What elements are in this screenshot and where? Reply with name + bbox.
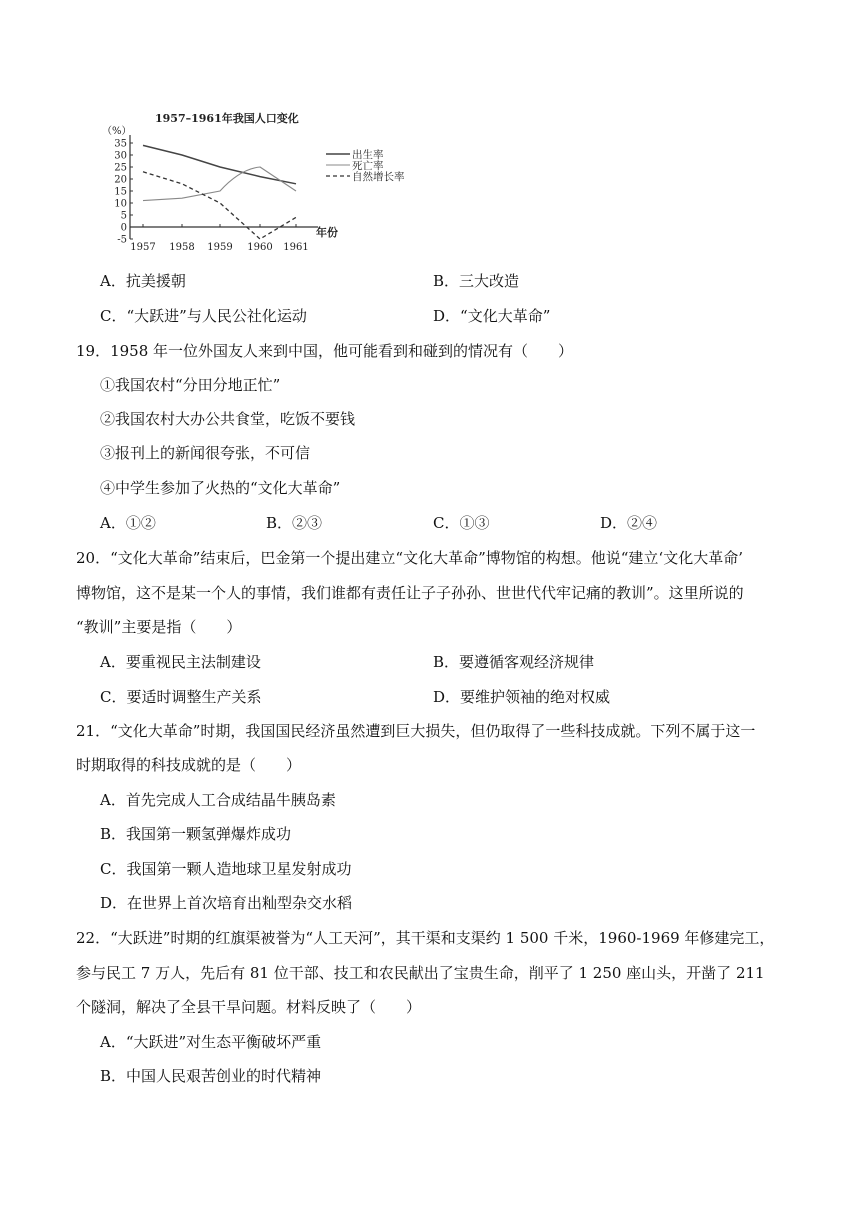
q18-option-c: C．“大跃进”与人民公社化运动 bbox=[100, 307, 307, 325]
series-line-出生率 bbox=[143, 145, 296, 183]
q21-stem-line-2: 时期取得的科技成就的是（ ） bbox=[76, 756, 302, 774]
y-tick-label: 5 bbox=[120, 210, 127, 222]
legend-label: 出生率 bbox=[352, 149, 384, 161]
q22-option-a: A．“大跃进”对生态平衡破坏严重 bbox=[100, 1033, 322, 1051]
y-tick-label: 30 bbox=[114, 150, 127, 162]
chart-ylabel: （%） bbox=[102, 126, 132, 137]
y-tick-label: 25 bbox=[114, 162, 127, 174]
q22-stem-line-3: 个隧洞，解决了全县干旱问题。材料反映了（ ） bbox=[76, 998, 422, 1016]
y-tick-label: 0 bbox=[120, 222, 127, 234]
q21-option-a: A．首先完成人工合成结晶牛胰岛素 bbox=[100, 791, 336, 809]
q18-option-b: B．三大改造 bbox=[433, 272, 520, 290]
legend-label: 自然增长率 bbox=[352, 171, 405, 183]
q22-stem-line-1: 22．“大跃进”时期的红旗渠被誉为“人工天河”，其干渠和支渠约 1 500 千米，1960-1969 年修建完工， bbox=[76, 929, 775, 947]
q19-item-2: ②我国农村大办公共食堂，吃饭不要钱 bbox=[100, 410, 356, 428]
series-line-死亡率 bbox=[143, 167, 296, 201]
q20-stem-line-1: 20．“文化大革命”结束后，巴金第一个提出建立“文化大革命”博物馆的构想。他说“建立‘文化大革命’ bbox=[76, 549, 743, 567]
q18-option-d: D．“文化大革命” bbox=[433, 307, 551, 325]
q21-stem-line-1: 21．“文化大革命”时期，我国国民经济虽然遭到巨大损失，但仍取得了一些科技成就。下列不属于这一 bbox=[76, 722, 756, 740]
q19-option-b: B．②③ bbox=[266, 514, 323, 532]
series-line-自然增长率 bbox=[143, 172, 296, 239]
x-tick-label: 1958 bbox=[169, 242, 195, 253]
q19-item-1: ①我国农村“分田分地正忙” bbox=[100, 376, 281, 394]
y-tick-label: 20 bbox=[114, 174, 127, 186]
q20-stem-line-3: “教训”主要是指（ ） bbox=[76, 618, 242, 636]
q19-option-d: D．②④ bbox=[600, 514, 658, 532]
q22-stem-line-2: 参与民工 7 万人，先后有 81 位干部、技工和农民献出了宝贵生命，削平了 1 250 座山头，开凿了 211 bbox=[76, 964, 765, 982]
legend-label: 死亡率 bbox=[352, 160, 384, 172]
y-tick-label: 35 bbox=[114, 138, 127, 150]
q19-item-4: ④中学生参加了火热的“文化大革命” bbox=[100, 479, 341, 497]
q19-item-3: ③报刊上的新闻很夸张，不可信 bbox=[100, 444, 311, 462]
q19-option-a: A．①② bbox=[100, 514, 156, 532]
q21-option-d: D．在世界上首次培育出籼型杂交水稻 bbox=[100, 894, 353, 912]
q20-option-b: B．要遵循客观经济规律 bbox=[433, 653, 595, 671]
q20-option-c: C．要适时调整生产关系 bbox=[100, 688, 262, 706]
population-line-chart bbox=[100, 108, 430, 258]
q18-option-a: A．抗美援朝 bbox=[100, 272, 186, 290]
x-tick-label: 1960 bbox=[247, 242, 273, 253]
y-tick-label: -5 bbox=[117, 234, 127, 246]
q19-stem: 19．1958 年一位外国友人来到中国，他可能看到和碰到的情况有（ ） bbox=[76, 342, 574, 360]
chart-xlabel: 年份 bbox=[316, 226, 338, 239]
q20-stem-line-2: 博物馆，这不是某一个人的事情，我们谁都有责任让子子孙孙、世世代代牢记痛的教训”。这里所说的 bbox=[76, 584, 744, 602]
x-tick-label: 1961 bbox=[283, 242, 309, 253]
q20-option-a: A．要重视民主法制建设 bbox=[100, 653, 261, 671]
q21-option-c: C．我国第一颗人造地球卫星发射成功 bbox=[100, 860, 352, 878]
x-tick-label: 1959 bbox=[207, 242, 233, 253]
chart-title: 1957–1961年我国人口变化 bbox=[155, 112, 299, 125]
population-chart bbox=[100, 108, 430, 258]
y-tick-label: 15 bbox=[114, 186, 127, 198]
q22-option-b: B．中国人民艰苦创业的时代精神 bbox=[100, 1067, 322, 1085]
q21-option-b: B．我国第一颗氢弹爆炸成功 bbox=[100, 825, 292, 843]
q19-option-c: C．①③ bbox=[433, 514, 490, 532]
q20-option-d: D．要维护领袖的绝对权威 bbox=[433, 688, 611, 706]
y-tick-label: 10 bbox=[114, 198, 127, 210]
x-tick-label: 1957 bbox=[130, 242, 156, 253]
